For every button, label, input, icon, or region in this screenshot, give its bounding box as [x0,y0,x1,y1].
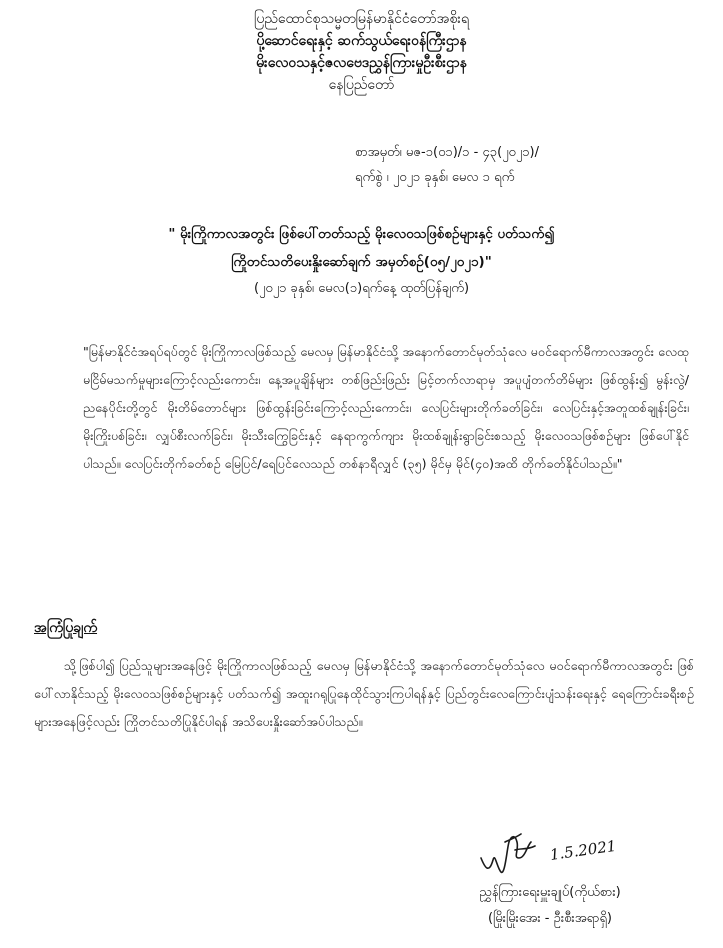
forecast-paragraph: "မြန်မာနိုင်ငံအရပ်ရပ်တွင် မိုးကြိုကာလဖြစ်သည့် မေလမှ မြန်မာနိုင်ငံသို့ အနောက်တောင်မုတ်သုံလေ မဝင်ရောက်မီကာလအတွင်း လေထုမငြိမ်မသက်မှုများကြောင့်လည်းကောင်း၊ နေ့အပူချိန်များ တစ်ဖြည်းဖြည်း မြင့်တက်လာရာမှ အပူပျံတက်တိမ်များ ဖြစ်ထွန်း၍ မွန်းလွဲ/ညနေပိုင်းတို့တွင် မိုးတိမ်တောင်များ ဖြစ်ထွန်းခြင်းကြောင့်လည်းကောင်း၊ လေပြင်းများတိုက်ခတ်ခြင်း၊ လေပြင်းနှင့်အတူထစ်ချုန်းခြင်း၊ မိုးကြိုးပစ်ခြင်း၊ လျှပ်စီးလက်ခြင်း၊ မိုးသီးကြွေခြင်းနှင့် နေရာကွက်ကျား မိုးထစ်ချုန်းရွာခြင်းစသည့် မိုးလေဝသဖြစ်စဉ်များ ဖြစ်ပေါ်နိုင်ပါသည်။ လေပြင်းတိုက်ခတ်စဉ် မြေပြင်/ရေပြင်လေသည် တစ်နာရီလျှင် (၃၅) မိုင်မှ မိုင်(၄၀)အထိ တိုက်ခတ်နိုင်ပါသည်။" [83,344,689,471]
release-date-subtitle: (၂၀၂၁ ခုနှစ်၊ မေလ(၁)ရက်နေ့ ထုတ်ပြန်ချက်) [253,281,470,296]
city-name: နေပြည်တော် [328,77,395,93]
handwritten-signature [475,828,545,888]
signatory-title: ညွှန်ကြားရေးမှူးချုပ်(ကိုယ်စား) [479,885,621,900]
title-line-2: ကြိုတင်သတိပေးနှိုးဆော်ချက် အမှတ်စဉ်(၀၅/၂၀၂၁)" [231,254,492,270]
signature-date: 1.5.2021 [548,836,618,864]
letterhead [0,8,723,96]
department-name: မိုးလေဝသနှင့်ဇလဗေဒညွှန်ကြားမှုဦးစီးဌာန [256,55,467,71]
advice-heading: အကြံပြုချက် [34,620,98,636]
letter-date: ရက်စွဲ ၊ ၂၀၂၁ ခုနှစ်၊ မေလ ၁ ရက် [355,170,515,185]
signatory-name: (မြိုးမြိုးအေး - ဦးစီးအရာရှိ) [487,911,613,926]
letter-number: စာအမှတ်၊ မဇ-၁(၀၁)/၁ - ၄၃(၂၀၂၁)/ [355,145,539,160]
document-title [0,220,723,302]
signature-block [400,880,700,932]
advice-paragraph: သို့ဖြစ်ပါ၍ ပြည်သူများအနေဖြင့် မိုးကြိုကာလဖြစ်သည့် မေလမှ မြန်မာနိုင်ငံသို့ အနောက်တောင်မုတ်သုံလေ မဝင်ရောက်မီကာလအတွင်း ဖြစ်ပေါ်လာနိုင်သည့် မိုးလေဝသဖြစ်စဉ်များနှင့် ပတ်သက်၍ အထူးဂရုပြုနေထိုင်သွားကြပါရန်နှင့် ပြည်တွင်းလေကြောင်းပျံသန်းရေးနှင့် ရေကြောင်းခရီးစဉ်များအနေဖြင့်လည်း ကြိုတင်သတိပြုနိုင်ပါရန် အသိပေးနှိုးဆော်အပ်ပါသည်။ [34,658,694,729]
title-line-1: " မိုးကြိုကာလအတွင်း ဖြစ်ပေါ်တတ်သည့် မိုးလေဝသဖြစ်စဉ်များနှင့် ပတ်သက်၍ [168,226,555,242]
government-name: ပြည်ထောင်စုသမ္မတမြန်မာနိုင်ငံတော်အစိုးရ [254,11,469,27]
ministry-name: ပို့ဆောင်ရေးနှင့် ဆက်သွယ်ရေးဝန်ကြီးဌာန [256,33,467,49]
